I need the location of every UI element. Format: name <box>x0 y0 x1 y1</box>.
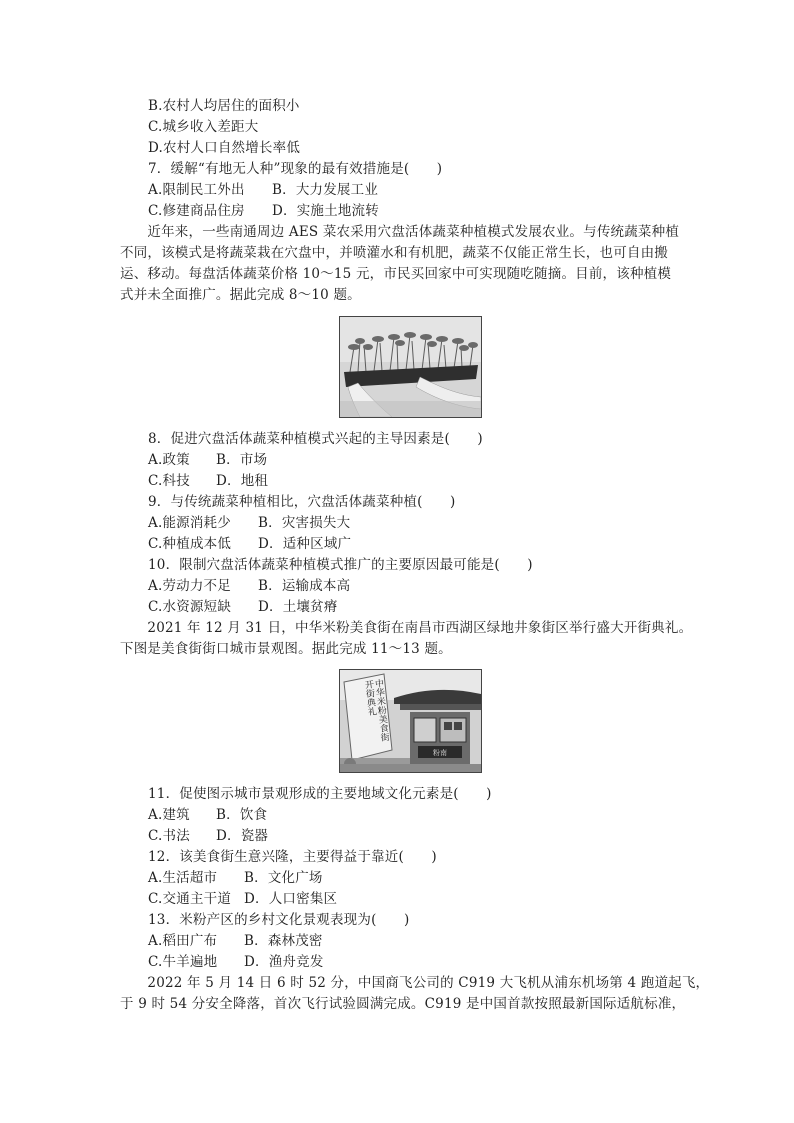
q11-option-d: D．瓷器 <box>216 828 269 844</box>
q10-option-c: C.水资源短缺 <box>148 599 232 615</box>
q7-option-a: A.限制民工外出 <box>148 182 245 198</box>
sign-text: 中华米粉美食街开街典礼 <box>362 678 390 743</box>
q9-option-c: C.种植成本低 <box>148 536 232 552</box>
q6-option-b: B.农村人均居住的面积小 <box>148 98 300 114</box>
q13-option-c: C.牛羊遍地 <box>148 954 218 970</box>
passage1-line: 运、移动。每盘活体蔬菜价格 10～15 元，市民买回家中可实现随吃随摘。目前，该种植模 <box>120 266 672 282</box>
q7-option-c: C.修建商品住房 <box>148 203 245 219</box>
q8-option-c: C.科技 <box>148 473 190 489</box>
q6-option-c: C.城乡收入差距大 <box>148 119 259 135</box>
q13-stem: 13．米粉产区的乡村文化景观表现为( ) <box>148 912 410 928</box>
food-street-photo <box>339 669 482 773</box>
q7-option-b: B．大力发展工业 <box>272 182 379 198</box>
seedling-tray-illustration <box>340 317 481 417</box>
q10-stem: 10．限制穴盘活体蔬菜种植模式推广的主要原因最可能是( ) <box>148 557 533 573</box>
svg-text:粉南: 粉南 <box>433 749 447 757</box>
q11-option-b: B．饮食 <box>216 807 268 823</box>
q8-stem: 8．促进穴盘活体蔬菜种植模式兴起的主导因素是( ) <box>148 431 483 447</box>
passage2-line: 下图是美食街街口城市景观图。据此完成 11～13 题。 <box>120 641 452 657</box>
q9-option-b: B．灾害损失大 <box>258 515 351 531</box>
q12-option-b: B．文化广场 <box>244 870 323 886</box>
q7-stem: 7．缓解“有地无人种”现象的最有效措施是( ) <box>148 161 443 177</box>
q10-option-b: B．运输成本高 <box>258 578 351 594</box>
q13-option-b: B．森林茂密 <box>244 933 323 949</box>
q11-option-c: C.书法 <box>148 828 190 844</box>
q8-option-d: D．地租 <box>216 473 269 489</box>
passage1-line: 式并未全面推广。据此完成 8～10 题。 <box>120 287 361 303</box>
passage1-line: 不同，该模式是将蔬菜栽在穴盘中，并喷灌水和有机肥，蔬菜不仅能正常生长，也可自由搬 <box>120 245 668 261</box>
q13-option-a: A.稻田广布 <box>148 933 218 949</box>
seedling-tray-photo <box>339 316 482 418</box>
q12-stem: 12．该美食街生意兴隆，主要得益于靠近( ) <box>148 849 437 865</box>
passage2-line: 2021 年 12 月 31 日，中华米粉美食街在南昌市西湖区绿地井象街区举行盛大开街典礼。 <box>120 620 693 636</box>
q9-option-d: D．适种区域广 <box>258 536 352 552</box>
passage3-line: 于 9 时 54 分安全降落，首次飞行试验圆满完成。C919 是中国首款按照最新国际适航标准， <box>120 996 686 1012</box>
q11-option-a: A.建筑 <box>148 807 190 823</box>
q12-option-a: A.生活超市 <box>148 870 218 886</box>
q7-option-d: D．实施土地流转 <box>272 203 379 219</box>
q11-stem: 11．促使图示城市景观形成的主要地域文化元素是( ) <box>148 786 492 802</box>
q12-option-c: C.交通主干道 <box>148 891 232 907</box>
q8-option-b: B．市场 <box>216 452 268 468</box>
q10-option-a: A.劳动力不足 <box>148 578 231 594</box>
q10-option-d: D．土壤贫瘠 <box>258 599 338 615</box>
q6-option-d: D.农村人口自然增长率低 <box>148 140 301 156</box>
passage1-line: 近年来，一些南通周边 AES 菜农采用穴盘活体蔬菜种植模式发展农业。与传统蔬菜种植 <box>120 224 680 240</box>
q13-option-d: D．渔舟竞发 <box>244 954 324 970</box>
q8-option-a: A.政策 <box>148 452 190 468</box>
q9-option-a: A.能源消耗少 <box>148 515 231 531</box>
q12-option-d: D．人口密集区 <box>244 891 338 907</box>
q9-stem: 9．与传统蔬菜种植相比，穴盘活体蔬菜种植( ) <box>148 494 456 510</box>
passage3-line: 2022 年 5 月 14 日 6 时 52 分，中国商飞公司的 C919 大飞机从浦东机场第 4 跑道起飞， <box>120 975 710 991</box>
